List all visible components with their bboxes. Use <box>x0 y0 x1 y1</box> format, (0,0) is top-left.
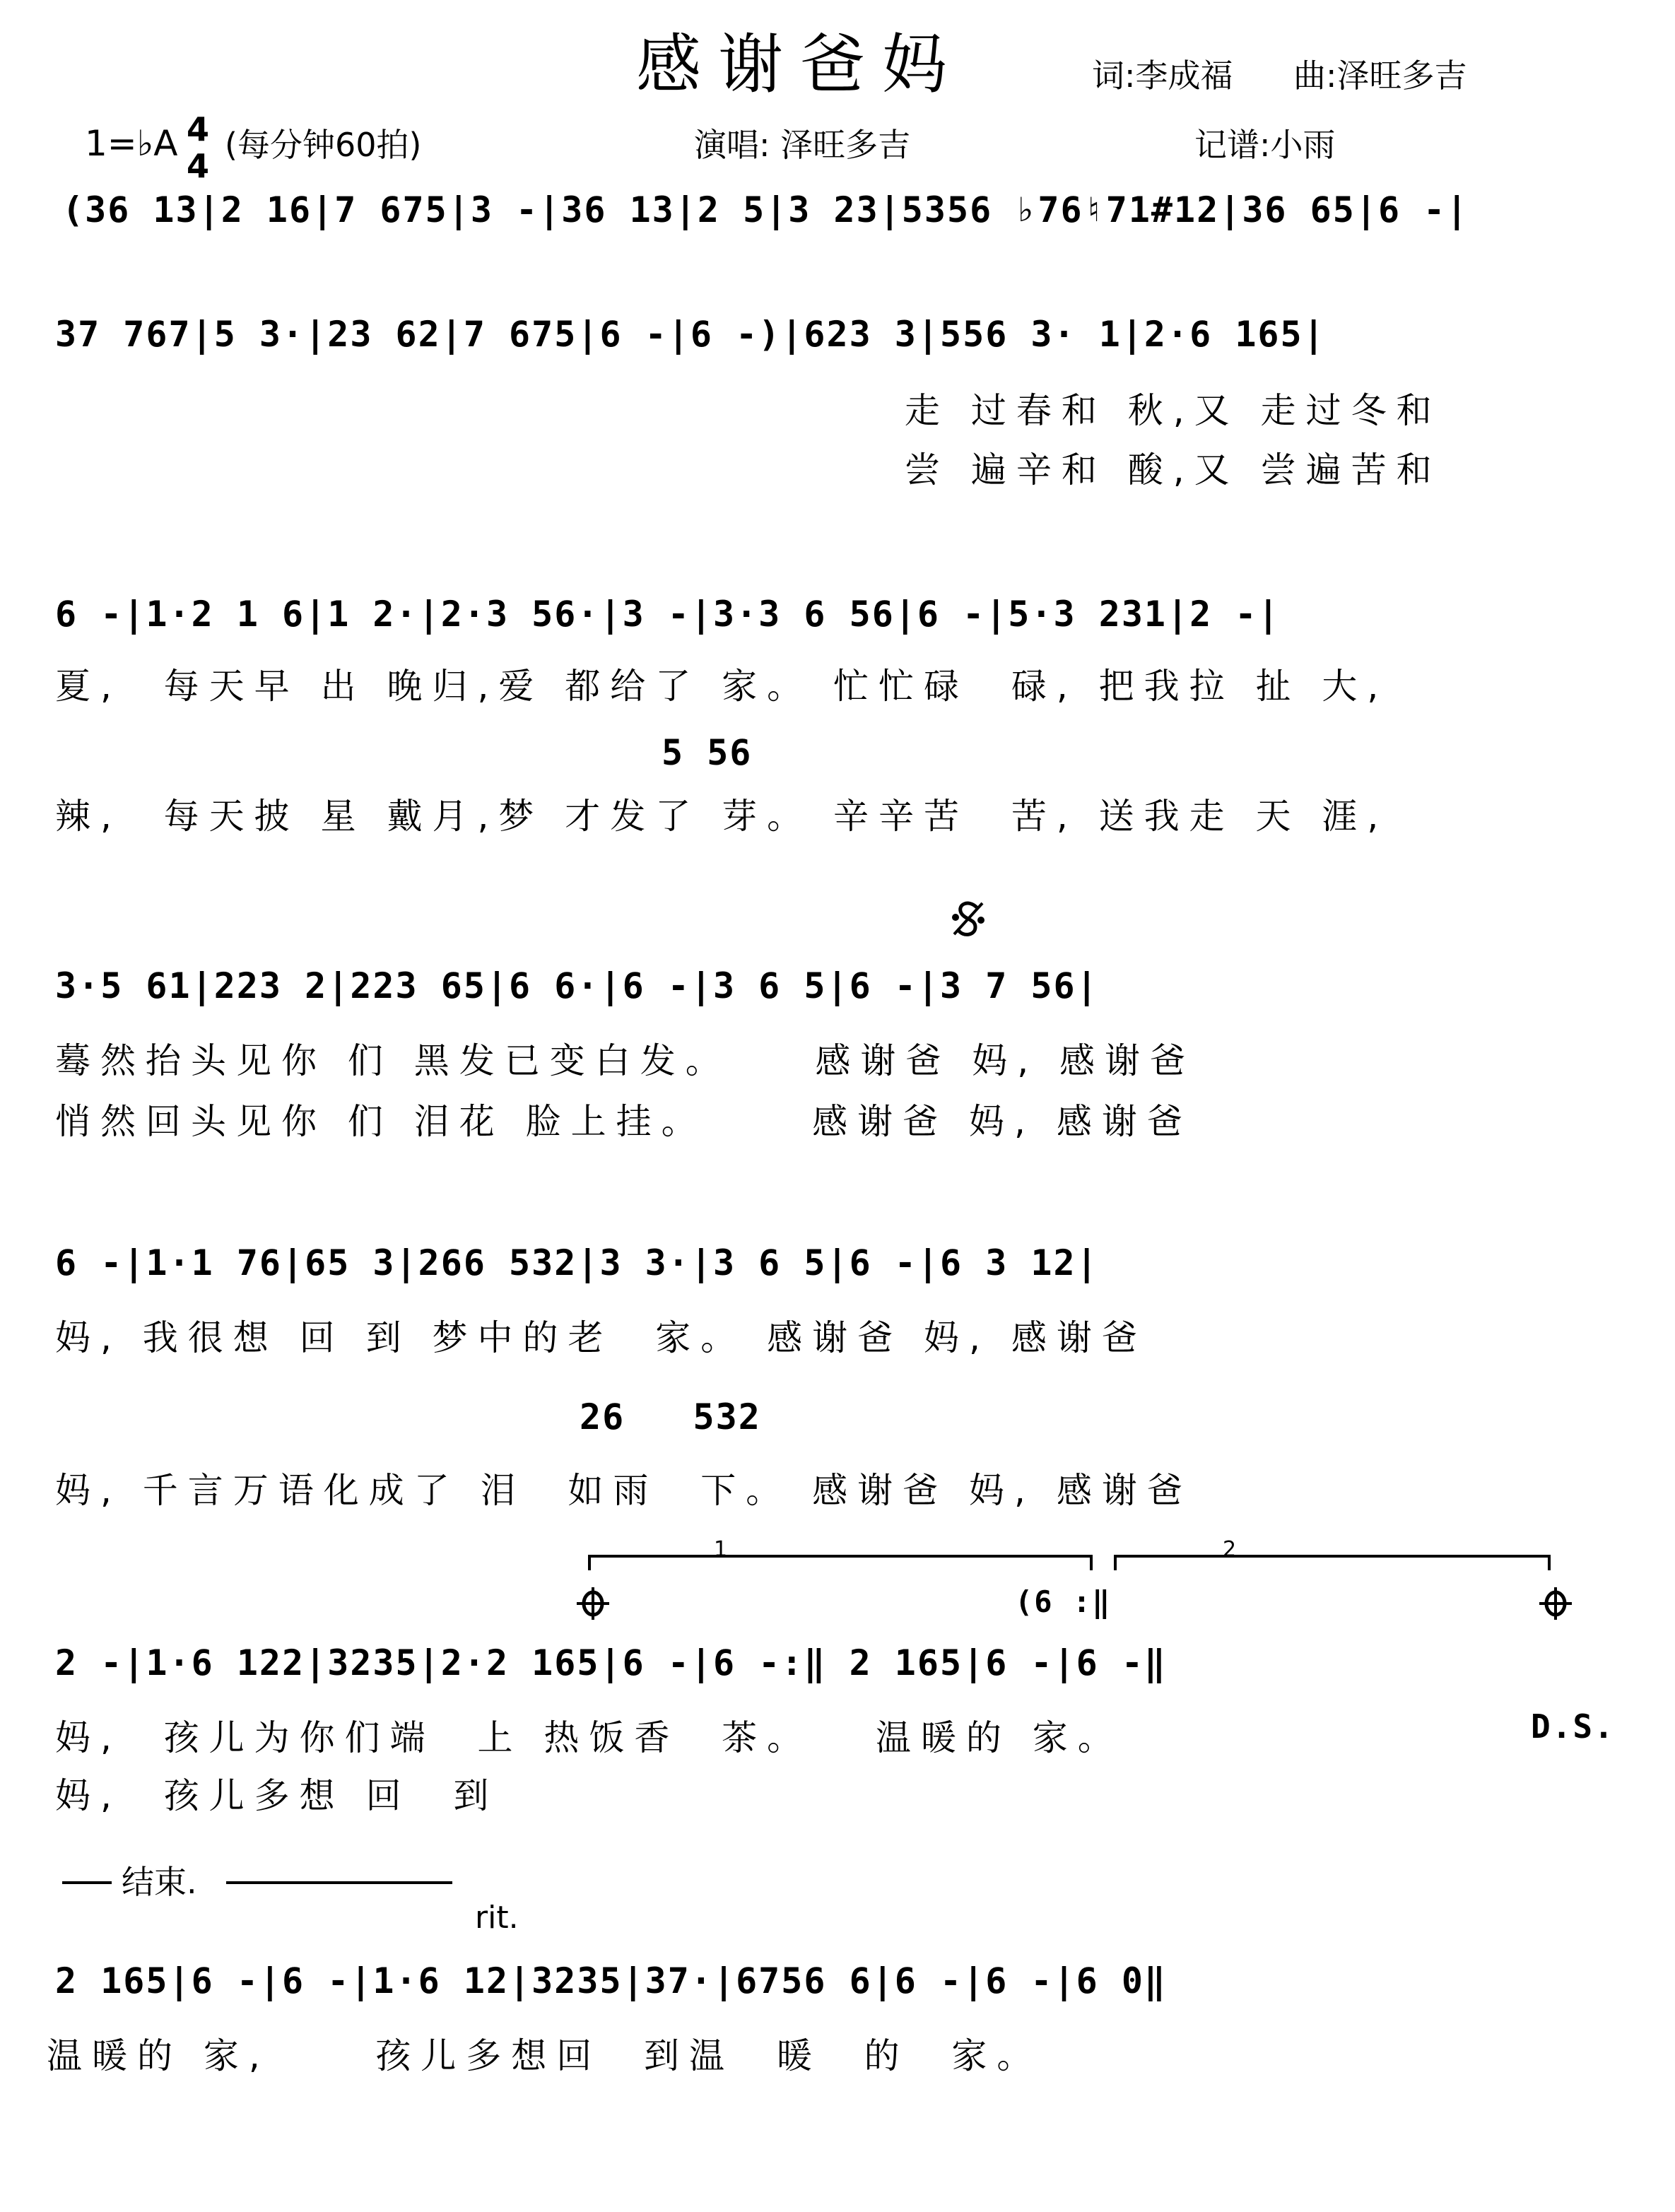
song-title: 感谢爸妈 <box>636 27 965 102</box>
ritardando: rit. <box>475 1900 519 1936</box>
lyrics-line-3a: 夏, 每天早 出 晚归,爱 都给了 家。 忙忙碌 碌, 把我拉 扯 大, <box>55 666 1389 707</box>
tempo-marking: (每分钟60拍) <box>225 126 422 164</box>
notation-line-5: 6 -|1·1 76|65 3|266 532|3 3·|3 6 5|6 -|6 3 12| <box>55 1242 1099 1283</box>
dal-segno: D.S. <box>1531 1707 1615 1746</box>
notation-line-2: 37 767|5 3·|23 62|7 675|6 -|6 -)|623 3|556 3· 1|2·6 165| <box>55 314 1326 355</box>
lyrics-line-6b: 妈, 孩儿多想 回 到 <box>55 1775 499 1816</box>
lyrics-line-2a: 走 过春和 秋,又 走过冬和 <box>905 390 1442 431</box>
notation-line-7: 2 165|6 -|6 -|1·6 12|3235|37·|6756 6|6 -|6 -|6 0‖ <box>55 1960 1168 2001</box>
ending-line-right <box>226 1881 452 1884</box>
time-signature-bottom: 4 <box>187 147 210 185</box>
lyrics-line-5b: 妈, 千言万语化成了 泪 如雨 下。 感谢爸 妈, 感谢爸 <box>55 1470 1192 1511</box>
lyrics-line-3b: 辣, 每天披 星 戴月,梦 才发了 芽。 辛辛苦 苦, 送我走 天 涯, <box>55 796 1389 837</box>
composer: 曲:泽旺多吉 <box>1293 57 1467 95</box>
volta-1-label: 1 <box>714 1537 728 1562</box>
lyrics-line-4a: 蓦然抬头见你 们 黑发已变白发。 感谢爸 妈, 感谢爸 <box>55 1040 1196 1081</box>
ending-label: 结束. <box>122 1863 197 1901</box>
variant-notes-5: 26 532 <box>580 1396 761 1437</box>
coda-icon-end <box>1539 1587 1572 1620</box>
lyrics-line-7: 温暖的 家, 孩儿多想回 到温 暖 的 家。 <box>47 2035 1042 2076</box>
time-signature-top: 4 <box>187 110 210 148</box>
segno-icon <box>947 898 989 940</box>
notation-line-6: 2 -|1·6 122|3235|2·2 165|6 -|6 -:‖ 2 165|6 -|6 -‖ <box>55 1642 1168 1683</box>
volta-2-label: 2 <box>1223 1537 1237 1562</box>
ending-line-left <box>62 1881 112 1884</box>
lyricist: 词:李成福 <box>1092 57 1233 95</box>
lyrics-line-5a: 妈, 我很想 回 到 梦中的老 家。 感谢爸 妈, 感谢爸 <box>55 1317 1147 1358</box>
repeat-note: (6 :‖ <box>1015 1584 1112 1619</box>
key-signature: 1=♭A <box>85 123 178 164</box>
singer: 演唱: 泽旺多吉 <box>694 126 911 164</box>
lyrics-line-2b: 尝 遍辛和 酸,又 尝遍苦和 <box>905 449 1442 490</box>
variant-notes-3: 5 56 <box>662 732 753 773</box>
volta-bracket-1 <box>591 1555 1090 1558</box>
notation-line-1: (36 13|2 16|7 675|3 -|36 13|2 5|3 23|5356 ♭76♮71#12|36 65|6 -| <box>62 189 1469 230</box>
notation-line-4: 3·5 61|223 2|223 65|6 6·|6 -|3 6 5|6 -|3 7 56| <box>55 965 1099 1006</box>
lyrics-line-4b: 悄然回头见你 们 泪花 脸上挂。 感谢爸 妈, 感谢爸 <box>55 1101 1192 1142</box>
transcriber: 记谱:小雨 <box>1194 126 1336 164</box>
notation-line-3: 6 -|1·2 1 6|1 2·|2·3 56·|3 -|3·3 6 56|6 -|5·3 231|2 -| <box>55 594 1281 635</box>
lyrics-line-6a: 妈, 孩儿为你们端 上 热饭香 茶。 温暖的 家。 <box>55 1717 1123 1758</box>
volta-bracket-2 <box>1117 1555 1548 1558</box>
coda-icon <box>577 1587 609 1620</box>
